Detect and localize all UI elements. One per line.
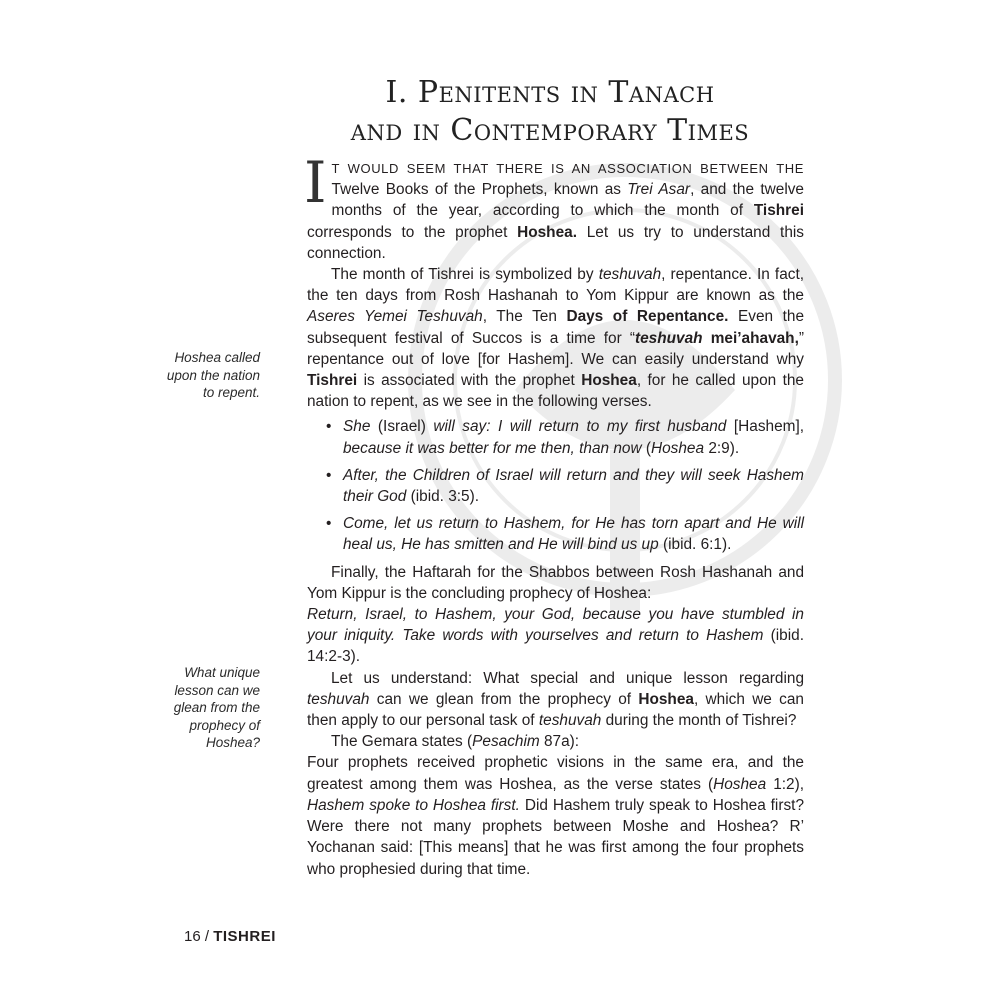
chapter-title-line-2: and in Contemporary Times <box>350 113 750 148</box>
list-item: • After, the Children of Israel will return and they will seek Hashem their God (ibid. 3:5). <box>343 465 804 507</box>
margin-note-unique-lesson: What unique lesson can we glean from the prophecy of Hoshea? <box>173 665 260 750</box>
quote-hoshea-return: Return, Israel, to Hashem, your God, because you have stumbled in your iniquity. Take words with yourselves and return to Hashem (ibid. 14:2-3). <box>307 606 804 666</box>
section-name: TISHREI <box>213 928 276 945</box>
verse-list <box>307 416 804 555</box>
drop-cap: I <box>304 150 327 216</box>
quote-gemara: Four prophets received prophetic visions in the same era, and the greatest among them was Hoshea, as the verse states (Hoshea 1:2), Hashem spoke to Hoshea first. Did Hashem truly speak to Hoshea first? Were there not many prophets between Moshe and Hoshea? R’ Yochanan said: [This means] that he was first among the four prophets who prophesied during that time. <box>307 754 805 878</box>
paragraph-unique-lesson: Let us understand: What special and unique lesson regarding teshuvah can we glean from the prophecy of Hoshea, which we can then apply to our personal task of teshuvah during the month of Tishrei? <box>307 669 804 730</box>
page-footer <box>184 928 276 945</box>
intro-lead: T WOULD SEEM THAT THERE IS AN ASSOCIATION BETWEEN THE <box>331 161 804 176</box>
intro-paragraph: IT WOULD SEEM THAT THERE IS AN ASSOCIATION BETWEEN THE Twelve Books of the Prophets, known as Trei Asar, and the twelve months of the year, according to which the month of Tishrei corresponds to the prophet Hoshea. Let us try to understand this connection. <box>304 150 804 262</box>
paragraph-haftarah: Finally, the Haftarah for the Shabbos between Rosh Hashanah and Yom Kippur is the concluding prophecy of Hoshea: <box>307 563 804 602</box>
body-text <box>304 150 805 880</box>
margin-note-repent: Hoshea called upon the nation to repent. <box>166 350 260 400</box>
list-item: • She (Israel) will say: I will return to my first husband [Hashem], because it was better for me then, than now (Hoshea 2:9). <box>343 416 804 458</box>
chapter-title <box>300 74 800 150</box>
page-number: 16 / <box>184 928 214 945</box>
list-item: • Come, let us return to Hashem, for He has torn apart and He will heal us, He has smitten and He will bind us up (ibid. 6:1). <box>343 513 804 555</box>
chapter-title-line-1: I. Penitents in Tanach <box>385 75 715 110</box>
paragraph-tishrei-teshuvah: The month of Tishrei is symbolized by teshuvah, repentance. In fact, the ten days from Rosh Hashanah to Yom Kippur are known as the Aseres Yemei Teshuvah, The Ten Days of Repentance. Even the subsequent festival of Succos is a time for “teshuvah mei’ahavah,” repentance out of love [for Hashem]. We can easily understand why Tishrei is associated with the prophet Hoshea, for he called upon the nation to repent, as we see in the following verses. <box>307 266 805 411</box>
paragraph-gemara-intro: The Gemara states (Pesachim 87a): <box>331 733 580 751</box>
